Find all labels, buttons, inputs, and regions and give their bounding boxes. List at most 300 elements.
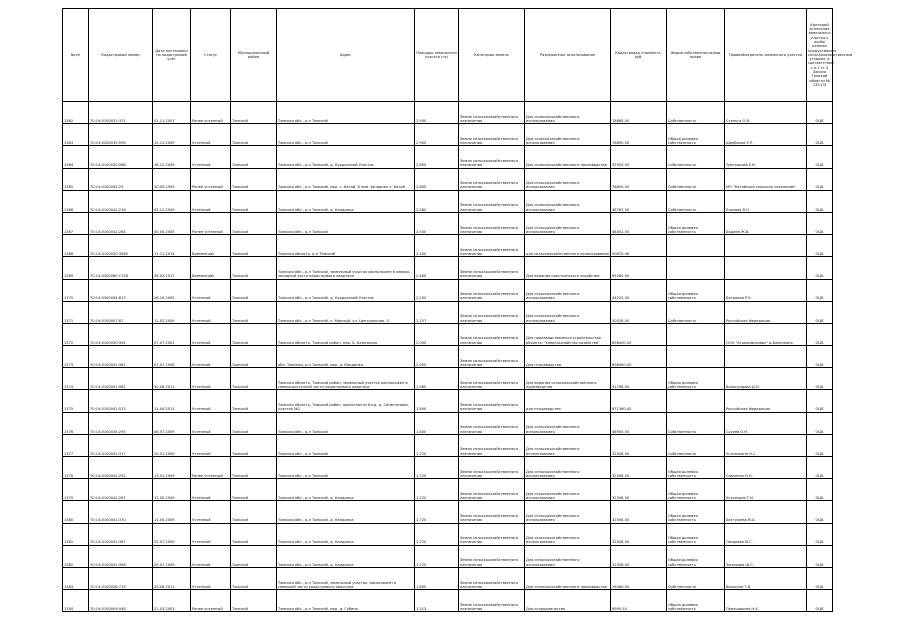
- cell-permitted-use: Для ведения крестьянского хозяйства: [525, 257, 611, 279]
- cell-cadastral-value: 76850,00: [611, 168, 667, 190]
- cell-address: Томская обл., р-н Томский, земельный участок расположен в северо-западной части кадастрового квартала: [277, 257, 415, 279]
- cell-address: Томская обл., р-н Томский: [277, 124, 415, 146]
- cell-cadastral-value: 48762,00: [611, 190, 667, 212]
- cell-municipal-district: Томский: [231, 190, 277, 212]
- cell-row-number: 1362: [63, 102, 89, 124]
- cell-municipal-district: Томский: [231, 501, 277, 523]
- cell-area: 1,720: [415, 501, 459, 523]
- cell-cadastral-number: 70:14:0100041:216: [89, 190, 153, 212]
- cell-cadastral-number: 70:14:0100007:87: [89, 301, 153, 323]
- column-header-area: Площадь земельного участка (га): [415, 9, 459, 102]
- cell-address: Томская обл., р-н Томский, д. Кандинка: [277, 479, 415, 501]
- cell-status: Учтенный: [191, 190, 231, 212]
- cell-land-category: Земли сельскохозяйственного назначения: [459, 590, 525, 612]
- cell-permitted-use: Для птицеводства: [525, 346, 611, 368]
- cell-row-number: 1376: [63, 412, 89, 434]
- cell-municipal-district: Томский: [231, 212, 277, 234]
- cell-ownership-form: Собственность: [667, 102, 725, 124]
- cell-cadastral-value: 32508,00: [611, 545, 667, 567]
- cell-registration-date: 23.06.2011: [153, 567, 191, 589]
- cell-ownership-form: Собственность: [667, 146, 725, 168]
- cell-ownership-form: Собственность: [667, 168, 725, 190]
- cell-row-number: 1383: [63, 567, 89, 589]
- cell-status: Учтенный: [191, 323, 231, 345]
- cell-right-holder: Елизова В.Н.: [725, 190, 807, 212]
- cell-area: 2,500: [415, 212, 459, 234]
- cell-ownership-form: [667, 323, 725, 345]
- table-row: [63, 501, 833, 523]
- cell-area: 2,000: [415, 346, 459, 368]
- cell-status: Учтенный: [191, 501, 231, 523]
- cell-permitted-use: Для сельскохозяйственного использования: [525, 412, 611, 434]
- cell-address: Томская обл., р-н Томский, мкр. с. Катай, 8 кмв. западнее с. Катай: [277, 168, 415, 190]
- cell-cadastral-value: 44220,00: [611, 279, 667, 301]
- cell-cadastral-value: 32508,00: [611, 457, 667, 479]
- cell-address: Томская обл., р-н Томский, д. Кандинка: [277, 545, 415, 567]
- cell-status: Учтенный: [191, 124, 231, 146]
- cell-cadastral-number: 70:14:0100041:962: [89, 368, 153, 390]
- cell-right-holder: [725, 235, 807, 257]
- cell-cadastral-number: 70:14:0100041:523: [89, 390, 153, 412]
- cell-criterion: ОЦБ: [807, 323, 833, 345]
- table-row: [63, 434, 833, 456]
- cell-cadastral-value: 8995,50: [611, 590, 667, 612]
- cell-row-number: 1384: [63, 590, 89, 612]
- cell-area: 1,720: [415, 479, 459, 501]
- cell-municipal-district: Томский: [231, 390, 277, 412]
- cell-area: 2,800: [415, 168, 459, 190]
- cell-land-category: Земли сельскохозяйственного назначения: [459, 168, 525, 190]
- cell-ownership-form: [667, 257, 725, 279]
- cell-criterion: ОЦБ: [807, 434, 833, 456]
- cell-row-number: 1377: [63, 434, 89, 456]
- cell-municipal-district: Томский: [231, 523, 277, 545]
- cell-area: 2,157: [415, 301, 459, 323]
- table-row: [63, 257, 833, 279]
- cell-cadastral-number: 70:14:0100031:371: [89, 102, 153, 124]
- column-header-municipal-district: Муниципальный район: [231, 9, 277, 102]
- column-header-ownership-form: Форма собственности/вид права: [667, 9, 725, 102]
- cell-criterion: ОЦБ: [807, 523, 833, 545]
- cell-address: Томская обл., р-н Томский: [277, 102, 415, 124]
- cell-area: 1,313: [415, 590, 459, 612]
- table-header-row: [63, 9, 833, 102]
- cell-municipal-district: Томский: [231, 567, 277, 589]
- cell-municipal-district: Томский: [231, 412, 277, 434]
- cell-cadastral-value: 78880,00: [611, 102, 667, 124]
- cell-row-number: 1364: [63, 146, 89, 168]
- cell-row-number: 1368: [63, 235, 89, 257]
- cell-municipal-district: Томский: [231, 434, 277, 456]
- cell-status: Учтенный: [191, 390, 231, 412]
- cell-status: Учтенный: [191, 279, 231, 301]
- cell-right-holder: МО "Катайское сельское поселение": [725, 168, 807, 190]
- cell-ownership-form: Общая долевая собственность: [667, 212, 725, 234]
- column-header-status: Статус: [191, 9, 231, 102]
- cell-cadastral-number: 70:14:0300094:813: [89, 279, 153, 301]
- cell-row-number: 1372: [63, 323, 89, 345]
- cell-address: Томская область, Томский район, окрестности Кп.д. д. Синеглазово, участок №2: [277, 390, 415, 412]
- cell-right-holder: Российская Федерация: [725, 390, 807, 412]
- cell-area: 2,200: [415, 279, 459, 301]
- cell-cadastral-value: 48452,00: [611, 212, 667, 234]
- cell-row-number: 1379: [63, 479, 89, 501]
- column-header-criterion: Критерий отнесения земельного участка к особо ценным продуктивным сельскохозяйственным угодьям, в соответствии с п.2 ст.3 Закона Томской области № 135-ОЗ: [807, 9, 833, 102]
- cell-municipal-district: Томский: [231, 168, 277, 190]
- cell-registration-date: 15.12.2009: [153, 124, 191, 146]
- cell-municipal-district: Томский: [231, 301, 277, 323]
- cell-cadastral-value: 32508,00: [611, 501, 667, 523]
- cell-registration-date: 11.02.2009: [153, 301, 191, 323]
- cell-land-category: Земли сельскохозяйственного назначения: [459, 102, 525, 124]
- cell-ownership-form: Собственность: [667, 434, 725, 456]
- cell-address: Томская обл., р-н Томский, д. Кандинка: [277, 523, 415, 545]
- cell-ownership-form: [667, 390, 725, 412]
- cell-criterion: ОЦБ: [807, 501, 833, 523]
- cell-criterion: ОЦБ: [807, 545, 833, 567]
- cell-area: 1,960: [415, 368, 459, 390]
- cell-registration-date: 11.04.2013: [153, 390, 191, 412]
- cell-cadastral-number: 70:14:0100041:317: [89, 434, 153, 456]
- cell-row-number: 1366: [63, 190, 89, 212]
- cell-address: Томская область, р-н Томский: [277, 235, 415, 257]
- cell-area: 1,800: [415, 412, 459, 434]
- cell-criterion: ОЦБ: [807, 479, 833, 501]
- cell-status: Ранее учтенный: [191, 212, 231, 234]
- cell-ownership-form: Собственность: [667, 301, 725, 323]
- cell-address: Томская область, Томский район, мкр. Б. Березкино: [277, 323, 415, 345]
- cell-registration-date: 18.12.2009: [153, 146, 191, 168]
- cell-cadastral-number: 70:14:0100009:948: [89, 590, 153, 612]
- table-row: [63, 301, 833, 323]
- cell-permitted-use: Для сельскохозяйственного использования: [525, 545, 611, 567]
- cell-row-number: 1382: [63, 545, 89, 567]
- table-row: [63, 323, 833, 345]
- table-row: [63, 590, 833, 612]
- cell-cadastral-number: 70:14:0200035:596: [89, 124, 153, 146]
- cell-cadastral-value: 896400,00: [611, 346, 667, 368]
- cell-status: Ранее учтенный: [191, 590, 231, 612]
- cell-criterion: ОЦБ: [807, 124, 833, 146]
- table-row: [63, 390, 833, 412]
- table-row: [63, 212, 833, 234]
- cell-row-number: 1363: [63, 124, 89, 146]
- cell-cadastral-number: 70:14:0100041:25: [89, 168, 153, 190]
- cell-status: Учтенный: [191, 434, 231, 456]
- cell-municipal-district: Томский: [231, 235, 277, 257]
- cell-land-category: Земли сельскохозяйственного назначения: [459, 279, 525, 301]
- column-header-registration-date: Дата постановки на кадастровый учёт: [153, 9, 191, 102]
- cell-criterion: ОЦБ: [807, 102, 833, 124]
- cell-status: Учтенный: [191, 545, 231, 567]
- cell-cadastral-number: 70:14:0100041:267: [89, 479, 153, 501]
- cell-cadastral-value: 32508,00: [611, 523, 667, 545]
- cell-permitted-use: Для производственного строительства объекта: "энергохозяйство хозяйства": [525, 323, 611, 345]
- cell-land-category: Земли сельскохозяйственного назначения: [459, 501, 525, 523]
- cell-municipal-district: Томский: [231, 323, 277, 345]
- cell-cadastral-value: 48900,00: [611, 412, 667, 434]
- cell-ownership-form: Собственность: [667, 190, 725, 212]
- cell-registration-date: 11.11.2014: [153, 235, 191, 257]
- cell-municipal-district: Томский: [231, 368, 277, 390]
- cell-permitted-use: Для сельскохозяйственного использования: [525, 212, 611, 234]
- cell-status: Ранее учтенный: [191, 168, 231, 190]
- cell-criterion: ОЦБ: [807, 346, 833, 368]
- cell-cadastral-number: 70:14:0100035:295: [89, 412, 153, 434]
- cell-criterion: ОЦБ: [807, 168, 833, 190]
- cell-cadastral-value: 896400,00: [611, 323, 667, 345]
- cell-right-holder: Вешнина Т.В.: [725, 567, 807, 589]
- cell-criterion: ОЦБ: [807, 190, 833, 212]
- cell-right-holder: Бестужева М.А.: [725, 501, 807, 523]
- cell-ownership-form: Общая долевая собственность: [667, 523, 725, 545]
- cell-status: Временный: [191, 235, 231, 257]
- cell-address: Томская обл., р-н Томский, п. Мирный, ул. Центральная, 3: [277, 301, 415, 323]
- cell-registration-date: 21.03.2003: [153, 590, 191, 612]
- cell-permitted-use: Для сельскохозяйственного использования: [525, 479, 611, 501]
- cell-land-category: Земли сельскохозяйственного назначения: [459, 301, 525, 323]
- table-row: [63, 346, 833, 368]
- cell-land-category: Земли сельскохозяйственного назначения: [459, 479, 525, 501]
- cell-land-category: Земли сельскохозяйственного назначения: [459, 190, 525, 212]
- cell-status: Учтенный: [191, 301, 231, 323]
- cell-area: 2,400: [415, 257, 459, 279]
- cell-land-category: Земли сельскохозяйственного назначения: [459, 146, 525, 168]
- cell-criterion: ОЦБ: [807, 567, 833, 589]
- cell-registration-date: 22.07.2009: [153, 523, 191, 545]
- cell-municipal-district: Томский: [231, 346, 277, 368]
- cell-cadastral-number: 70:14:0100041:264: [89, 212, 153, 234]
- table-row: [63, 567, 833, 589]
- cell-area: 1,720: [415, 457, 459, 479]
- cell-criterion: ОЦБ: [807, 257, 833, 279]
- cell-right-holder: Стеньга О.В.: [725, 102, 807, 124]
- cell-address: Томская обл., р-н Томский, д. Курданский Участок: [277, 146, 415, 168]
- cell-registration-date: 17.05.2009: [153, 479, 191, 501]
- cell-land-category: Земли сельскохозяйственного назначения: [459, 545, 525, 567]
- cell-registration-date: 20.01.2009: [153, 434, 191, 456]
- cell-row-number: 1375: [63, 390, 89, 412]
- cell-ownership-form: Общая долевая собственность: [667, 279, 725, 301]
- column-header-land-category: Категория земель: [459, 9, 525, 102]
- cell-right-holder: [725, 346, 807, 368]
- cell-municipal-district: Томский: [231, 146, 277, 168]
- cell-permitted-use: Для сельскохозяйственного использования: [525, 102, 611, 124]
- table-row: [63, 545, 833, 567]
- table-body: [63, 102, 833, 612]
- cell-row-number: 1381: [63, 523, 89, 545]
- table-row: [63, 523, 833, 545]
- cell-cadastral-value: 32508,00: [611, 479, 667, 501]
- cell-area: 2,400: [415, 235, 459, 257]
- cell-address: Томская обл., р-н Томский: [277, 212, 415, 234]
- cell-municipal-district: Томский: [231, 279, 277, 301]
- cell-permitted-use: Для ведения сельскохозяйственного производства: [525, 368, 611, 390]
- table-row: [63, 146, 833, 168]
- cell-ownership-form: [667, 235, 725, 257]
- cell-registration-date: 11.05.2009: [153, 501, 191, 523]
- cell-area: 1,800: [415, 390, 459, 412]
- cell-cadastral-value: 50670,46: [611, 235, 667, 257]
- cell-status: Ранее учтенный: [191, 457, 231, 479]
- cell-address: Томская обл., р-н Томский, д. Кандинка: [277, 190, 415, 212]
- cell-cadastral-number: 70:14:0100030:394: [89, 323, 153, 345]
- column-header-cadastral-number: Кадастровый номер: [89, 9, 153, 102]
- cell-registration-date: 29.07.2009: [153, 545, 191, 567]
- cell-cadastral-number: 70:14:0100036:719: [89, 567, 153, 589]
- cell-registration-date: 30.06.2011: [153, 368, 191, 390]
- cell-land-category: Земли сельскохозяйственного назначения: [459, 346, 525, 368]
- cell-row-number: 1365: [63, 168, 89, 190]
- cell-cadastral-number: 70:14:0100041:252: [89, 457, 153, 479]
- cell-criterion: ОЦБ: [807, 235, 833, 257]
- cell-status: Учтенный: [191, 412, 231, 434]
- cell-land-category: Земли сельскохозяйственного назначения: [459, 212, 525, 234]
- cell-permitted-use: Для сельскохозяйственного использования: [525, 124, 611, 146]
- cell-row-number: 1370: [63, 279, 89, 301]
- cell-status: Учтенный: [191, 567, 231, 589]
- cell-ownership-form: Общая долевая собственность: [667, 501, 725, 523]
- cell-permitted-use: Для сельскохозяйственного использования: [525, 279, 611, 301]
- cell-area: 2,800: [415, 146, 459, 168]
- land-plots-table: [62, 8, 853, 612]
- cell-status: Учтенный: [191, 346, 231, 368]
- cell-criterion: ОЦБ: [807, 590, 833, 612]
- cell-area: 1,720: [415, 434, 459, 456]
- cell-row-number: 1369: [63, 257, 89, 279]
- cell-registration-date: 01.11.2007: [153, 102, 191, 124]
- cell-row-number: 1378: [63, 457, 89, 479]
- cell-right-holder: Устьянцев Т.И.: [725, 479, 807, 501]
- cell-land-category: Земли сельскохозяйственного назначения: [459, 567, 525, 589]
- table-row: [63, 479, 833, 501]
- cell-area: 1,720: [415, 523, 459, 545]
- cell-row-number: 1373: [63, 346, 89, 368]
- cell-criterion: ОЦБ: [807, 457, 833, 479]
- table-row: [63, 190, 833, 212]
- cell-address: Томская обл., р-н Томский: [277, 457, 415, 479]
- cell-right-holder: ООО "Агрохимсервис" д.Березкино: [725, 323, 807, 345]
- column-header-permitted-use: Разрешенное использование: [525, 9, 611, 102]
- cell-cadastral-value: 76690,00: [611, 124, 667, 146]
- cell-right-holder: Батраков Р.У.: [725, 279, 807, 301]
- cell-area: 2,900: [415, 102, 459, 124]
- cell-address: Томская область, Томский район, земельный участок расположен в северо-восточной части кадастрового квартала: [277, 368, 415, 390]
- cell-row-number: 1380: [63, 501, 89, 523]
- cell-registration-date: 28.02.2017: [153, 257, 191, 279]
- table-row: [63, 279, 833, 301]
- cell-municipal-district: Томский: [231, 545, 277, 567]
- cell-row-number: 1371: [63, 301, 89, 323]
- column-header-row-number: №п/п: [63, 9, 89, 102]
- cell-permitted-use: Для сельскохозяйственного использования: [525, 457, 611, 479]
- table-row: [63, 368, 833, 390]
- cell-land-category: Земли сельскохозяйственного назначения: [459, 523, 525, 545]
- cell-address: Томская обл., р-н Томский: [277, 434, 415, 456]
- cell-cadastral-number: 70:14:0100041:387: [89, 523, 153, 545]
- cell-address: Томская обл., р-н Томский: [277, 412, 415, 434]
- cell-area: 1,800: [415, 567, 459, 589]
- cell-cadastral-value: 871360,00: [611, 390, 667, 412]
- cell-municipal-district: Томский: [231, 457, 277, 479]
- cell-right-holder: Российская Федерация: [725, 301, 807, 323]
- cell-permitted-use: Для сельскохозяйственного использования: [525, 434, 611, 456]
- cell-cadastral-number: 70:14:0100041:370: [89, 501, 153, 523]
- cell-criterion: ОЦБ: [807, 279, 833, 301]
- cell-permitted-use: Для сельскохозяйственного производства: [525, 567, 611, 589]
- cell-ownership-form: Собственность: [667, 567, 725, 589]
- cell-criterion: ОЦБ: [807, 301, 833, 323]
- table-row: [63, 235, 833, 257]
- cell-registration-date: 26.10.2005: [153, 279, 191, 301]
- cell-right-holder: Устьянкина Н.С.: [725, 434, 807, 456]
- cell-registration-date: 10.05.2005: [153, 168, 191, 190]
- cell-municipal-district: Томский: [231, 479, 277, 501]
- cell-land-category: Земли сельскохозяйственного назначения: [459, 235, 525, 257]
- cell-cadastral-number: 70:14:0300060:1758: [89, 257, 153, 279]
- cell-ownership-form: [667, 346, 725, 368]
- cell-area: 1,720: [415, 545, 459, 567]
- cell-ownership-form: Общая долевая собственность: [667, 124, 725, 146]
- cell-land-category: Земли сельскохозяйственного назначения: [459, 257, 525, 279]
- cell-registration-date: 13.01.2009: [153, 457, 191, 479]
- cell-cadastral-value: 41766,00: [611, 368, 667, 390]
- cell-ownership-form: Общая долевая собственность: [667, 590, 725, 612]
- cell-registration-date: 07.07.2008: [153, 346, 191, 368]
- table-row: [63, 124, 833, 146]
- cell-row-number: 1367: [63, 212, 89, 234]
- cell-right-holder: Савченко Н.Н.: [725, 457, 807, 479]
- cell-ownership-form: Общая долевая собственность: [667, 368, 725, 390]
- table-row: [63, 168, 833, 190]
- table-row: [63, 102, 833, 124]
- cell-permitted-use: для птицеводства: [525, 390, 611, 412]
- cell-status: Учтенный: [191, 368, 231, 390]
- column-header-right-holder: Правообладатель земельного участка: [725, 9, 807, 102]
- cell-status: Учтенный: [191, 146, 231, 168]
- cell-municipal-district: Томский: [231, 124, 277, 146]
- cell-municipal-district: Томский: [231, 257, 277, 279]
- cell-cadastral-number: 70:14:0100041:396: [89, 545, 153, 567]
- column-header-cadastral-value: Кадастровая стоимость, руб.: [611, 9, 667, 102]
- cell-registration-date: 05.12.2009: [153, 190, 191, 212]
- cell-cadastral-number: 70:14:0100030:3065: [89, 235, 153, 257]
- cell-right-holder: Третьякова Е.В.: [725, 146, 807, 168]
- cell-ownership-form: Общая долевая собственность: [667, 457, 725, 479]
- cell-registration-date: 06.07.2009: [153, 412, 191, 434]
- cell-criterion: ОЦБ: [807, 390, 833, 412]
- cell-permitted-use: Для сельскохозяйственного использования: [525, 523, 611, 545]
- cell-criterion: ОЦБ: [807, 368, 833, 390]
- cell-permitted-use: Для сельскохозяйственного использования: [525, 501, 611, 523]
- cell-cadastral-value: 50028,00: [611, 301, 667, 323]
- cell-criterion: ОЦБ: [807, 146, 833, 168]
- cell-land-category: Земли сельскохозяйственного назначения: [459, 124, 525, 146]
- cell-right-holder: Бадаев Ж.В.: [725, 212, 807, 234]
- cell-status: Ранее учтенный: [191, 102, 231, 124]
- cell-cadastral-value: 65280,00: [611, 257, 667, 279]
- cell-criterion: ОЦБ: [807, 412, 833, 434]
- cell-permitted-use: Для сельскохозяйственного использования: [525, 190, 611, 212]
- cell-criterion: ОЦБ: [807, 212, 833, 234]
- cell-cadastral-number: 70:14:0100030:586: [89, 146, 153, 168]
- cell-status: Временный: [191, 257, 231, 279]
- cell-cadastral-value: 26460,00: [611, 567, 667, 589]
- cell-address: Томская обл., р-н Томский, мкр. д. Губино: [277, 590, 415, 612]
- column-header-address: Адрес: [277, 9, 415, 102]
- cell-permitted-use: Для сельскохозяйственного использования: [525, 168, 611, 190]
- cell-right-holder: Зюзикова Ш.С.: [725, 545, 807, 567]
